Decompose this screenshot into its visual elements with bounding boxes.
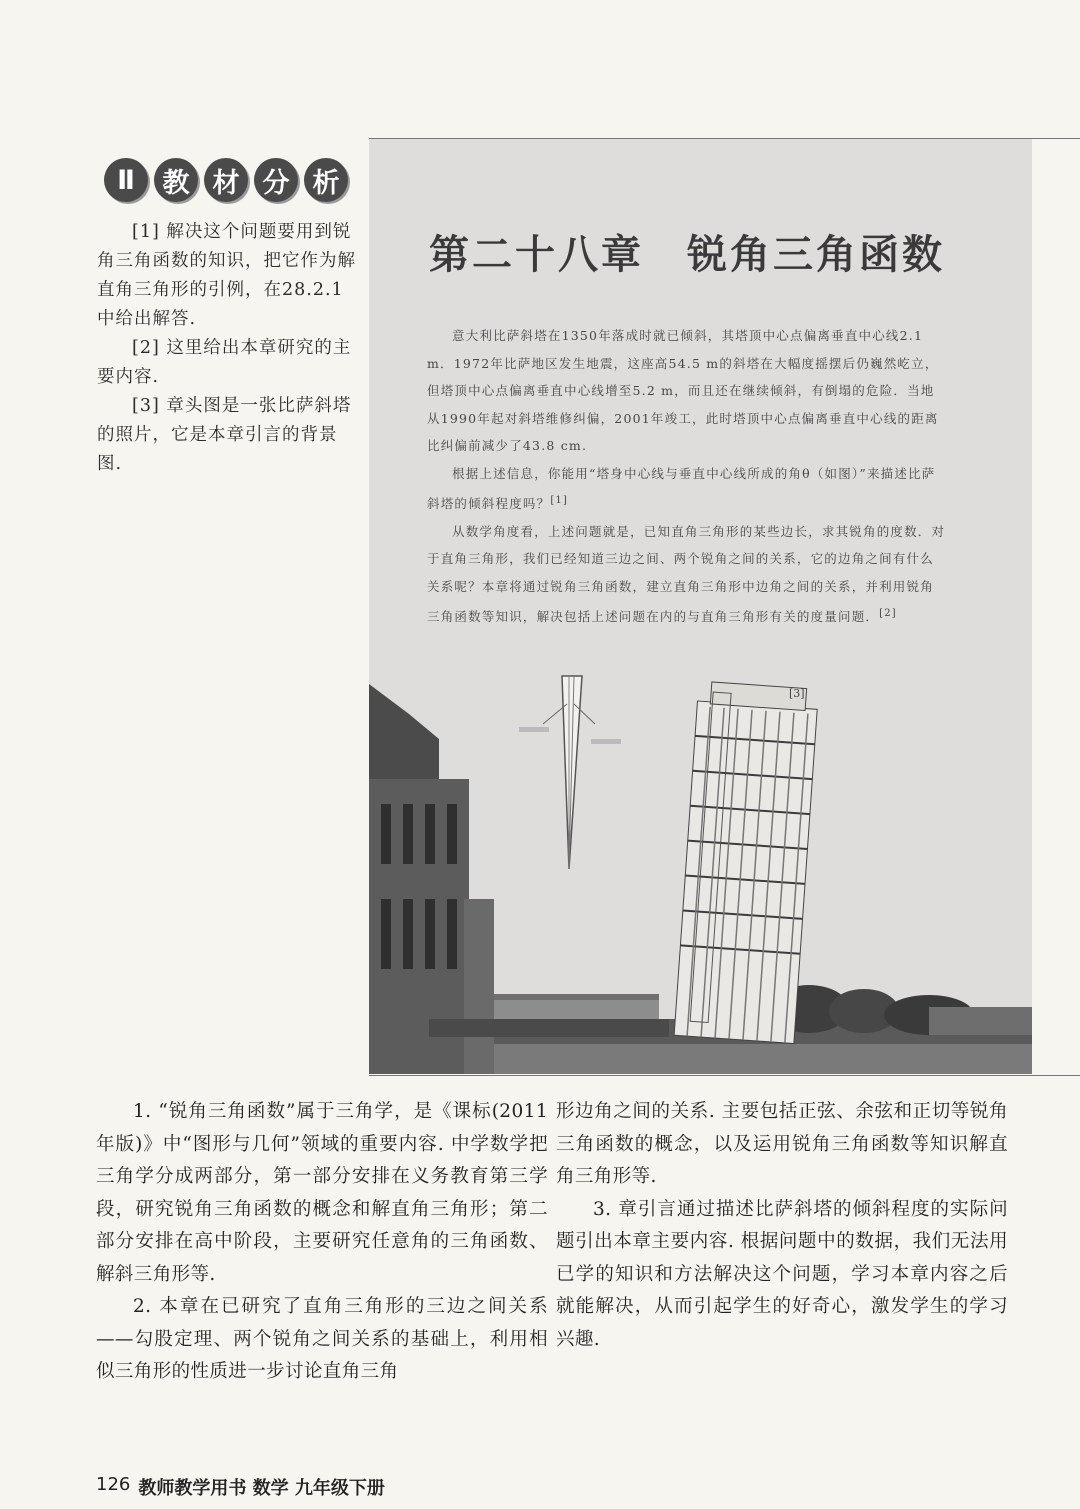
pisa-tower-photo: [369, 139, 1032, 1074]
body-right-column: [556, 1096, 1008, 1356]
section-roman-badge: Ⅱ: [104, 158, 148, 202]
section-char-badge: 教: [154, 158, 198, 202]
reference-mark: [1]: [550, 495, 569, 506]
intro-text: 意大利比萨斜塔在1350年落成时就已倾斜，其塔顶中心点偏离垂直中心线2.1 m．1972年比萨地区发生地震，这座高54.5 m的斜塔在大幅度摇摆后仍巍然屹立，但塔顶中心点偏离垂直中心线增至5.2 m，而且还在继续倾斜，有倒塌的危险．当地从1990年起对斜塔维修纠偏，2001年竣工，此时塔顶中心点偏离垂直中心线的距离比纠偏前减少了43.8 cm.: [427, 328, 939, 453]
book-title: 教师教学用书 数学 九年级下册: [138, 1478, 385, 1499]
reference-mark: [2]: [879, 608, 897, 620]
margin-note: [3] 章头图是一张比萨斜塔的照片，它是本章引言的背景图.: [97, 396, 352, 474]
body-left-column: [96, 1096, 548, 1389]
body-paragraph: 2. 本章在已研究了直角三角形的三边之间关系——勾股定理、两个锐角之间关系的基础上，利用相似三角形的性质进一步讨论直角三角: [96, 1296, 548, 1382]
margin-note: [2] 这里给出本章研究的主要内容.: [97, 338, 352, 387]
leaning-tower: [674, 681, 818, 1044]
page-number: 126: [96, 1474, 131, 1495]
tilt-angle-diagram: [519, 676, 621, 869]
page-footer: [96, 1474, 385, 1500]
section-char-badge: 材: [204, 158, 248, 202]
section-header: [104, 158, 348, 202]
section-char-badge: 析: [304, 158, 348, 202]
section-char-badge: 分: [254, 158, 298, 202]
panel-bottom-rule: [369, 1075, 1080, 1076]
chapter-title: 第二十八章 锐角三角函数: [429, 231, 945, 278]
intro-text: 根据上述信息，你能用“塔身中心线与垂直中心线所成的角θ（如图）”来描述比萨斜塔的倾斜程度吗？: [427, 465, 936, 512]
body-paragraph: 3. 章引言通过描述比萨斜塔的倾斜程度的实际问题引出本章主要内容. 根据问题中的数据，我们无法用已学的知识和方法解决这个问题，学习本章内容之后就能解决，从而引起学生的好奇心，激发学生的学习兴趣.: [556, 1198, 1008, 1350]
margin-note: [1] 解决这个问题要用到锐角三角函数的知识，把它作为解直角三角形的引例，在28.2.1中给出解答.: [97, 222, 356, 329]
figure-reference-mark: [3]: [789, 687, 805, 700]
margin-notes: [97, 218, 359, 479]
body-paragraph: 1. “锐角三角函数”属于三角学，是《课标(2011年版)》中“图形与几何”领域的重要内容. 中学数学把三角学分成两部分，第一部分安排在义务教育第三学段，研究锐角三角函数的概念和解直角三角形；第二部分安排在高中阶段，主要研究任意角的三角函数、解斜三角形等.: [96, 1101, 548, 1285]
intro-text: 从数学角度看，上述问题就是，已知直角三角形的某些边长，求其锐角的度数．对于直角三角形，我们已经知道三边之间、两个锐角之间的关系，它的边角之间有什么关系呢？本章将通过锐角三角函数，建立直角三角形中边角之间的关系，并利用锐角三角函数等知识，解决包括上述问题在内的与直角三角形有关的度量问题．: [427, 523, 946, 625]
chapter-opener-figure: [369, 139, 1032, 1074]
body-paragraph-continued: 形边角之间的关系. 主要包括正弦、余弦和正切等锐角三角函数的概念，以及运用锐角三角函数等知识解直角三角形等.: [556, 1101, 1008, 1187]
